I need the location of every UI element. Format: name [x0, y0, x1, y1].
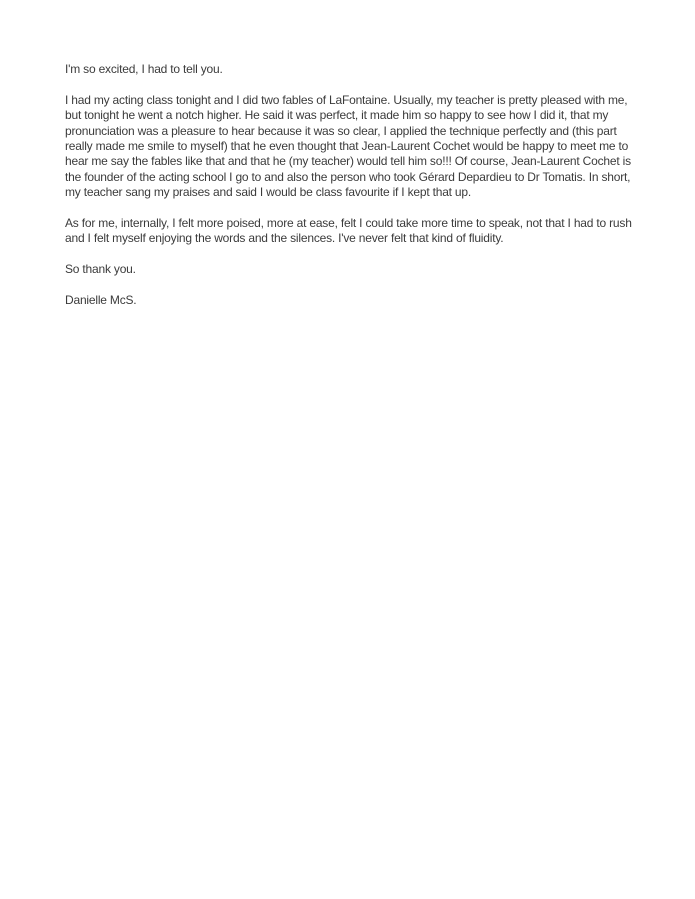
- text-line: my teacher sang my praises and said I would be class favourite if I kept that up.: [65, 185, 472, 200]
- opening-paragraph: [65, 62, 645, 77]
- text-line: hear me say the fables like that and that he (my teacher) would tell him so!!! Of course, Jean-Laurent Cochet is: [65, 154, 631, 169]
- letter-body: [65, 62, 645, 308]
- body-paragraph: [65, 93, 645, 201]
- text-line: As for me, internally, I felt more poised, more at ease, felt I could take more time to speak, not that I had to rush: [65, 216, 632, 231]
- text-line: the founder of the acting school I go to and also the person who took Gérard Depardieu to Dr Tomatis. In short,: [65, 169, 631, 184]
- thanks-paragraph: [65, 262, 645, 277]
- text-line: pronunciation was a pleasure to hear because it was so clear, I applied the technique perfectly and (this part: [65, 123, 617, 138]
- text-line: So thank you.: [65, 262, 136, 277]
- text-line: I had my acting class tonight and I did two fables of LaFontaine. Usually, my teacher is pretty pleased with me,: [65, 92, 628, 107]
- text-line: I'm so excited, I had to tell you.: [65, 62, 223, 76]
- reflection-paragraph: [65, 216, 645, 247]
- signature: [65, 293, 645, 308]
- text-line: really made me smile to myself) that he even thought that Jean-Laurent Cochet would be happy to meet me to: [65, 139, 629, 154]
- text-line: Danielle McS.: [65, 293, 137, 308]
- text-line: but tonight he went a notch higher. He said it was perfect, it made him so happy to see how I did it, that my: [65, 108, 609, 123]
- text-line: and I felt myself enjoying the words and the silences. I've never felt that kind of fluidity.: [65, 231, 504, 246]
